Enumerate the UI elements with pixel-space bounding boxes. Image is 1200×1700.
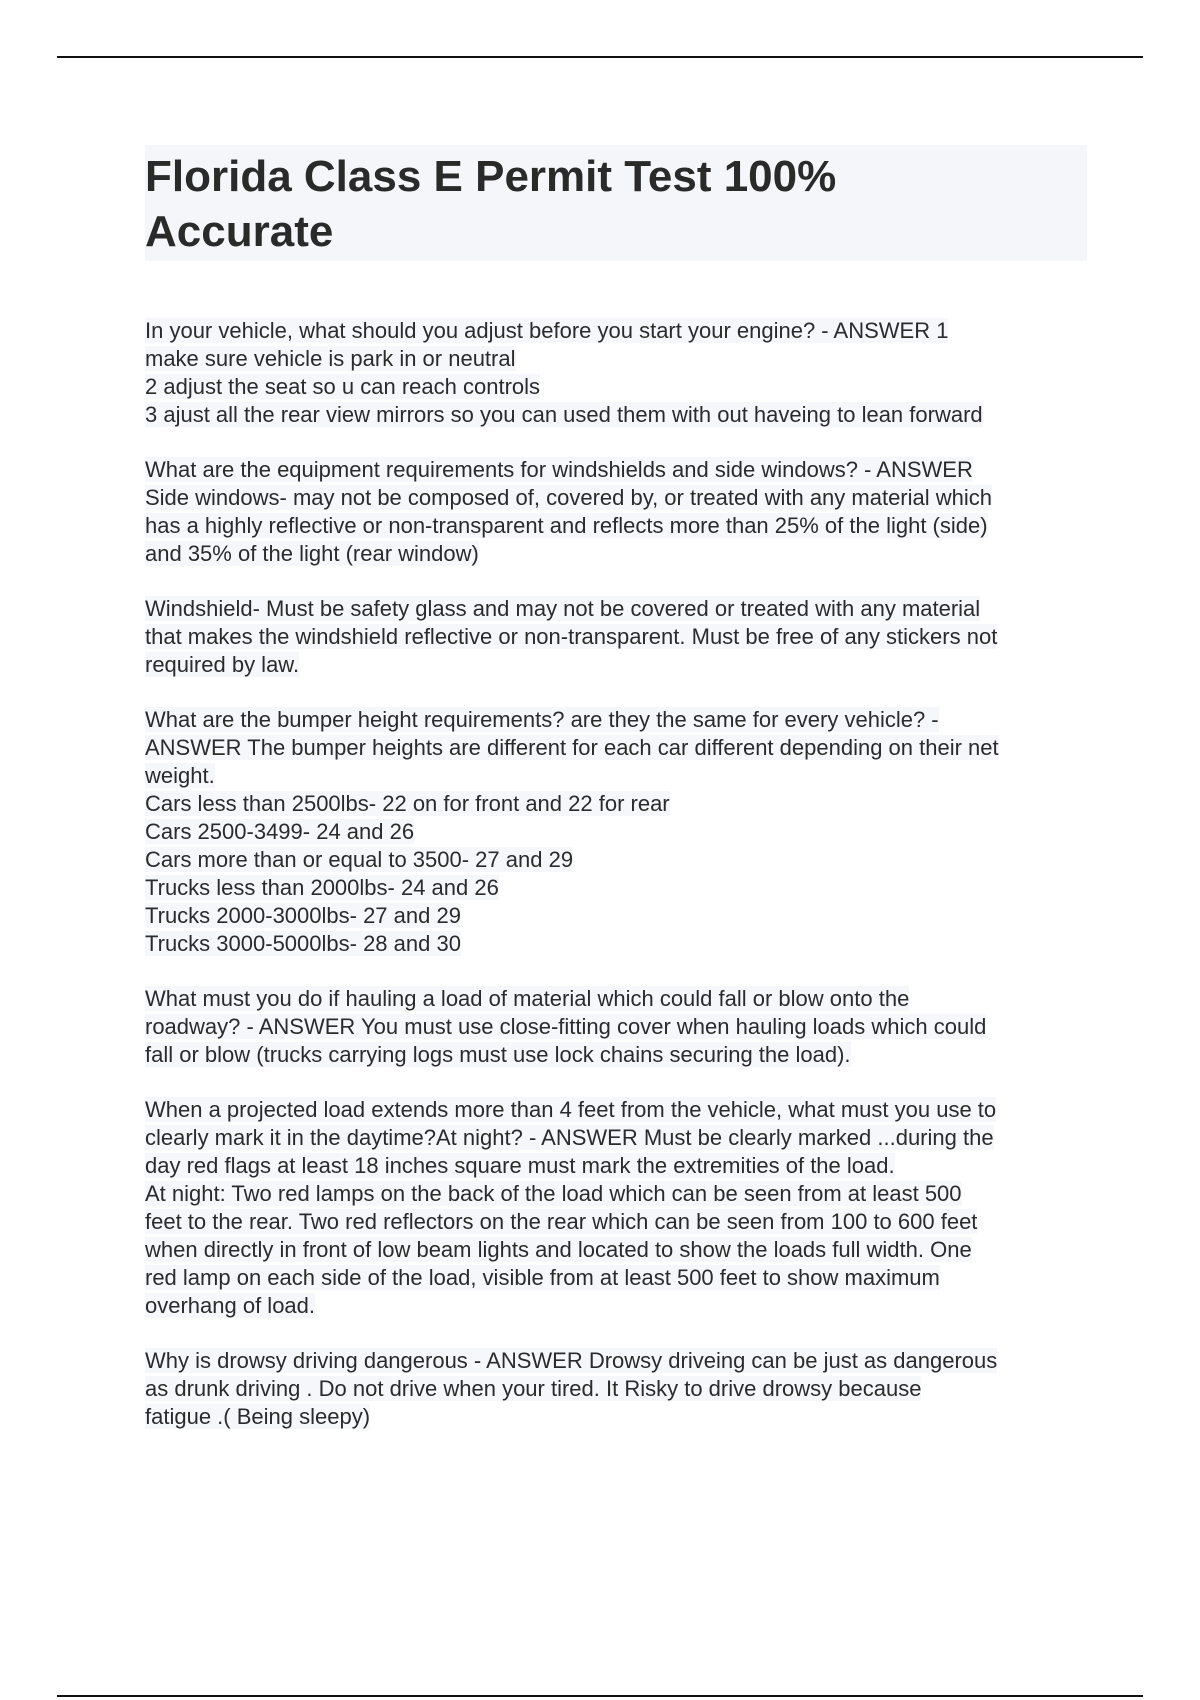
- text-line-content: In your vehicle, what should you adjust before you start your engine? - ANSWER 1: [145, 318, 949, 343]
- text-line-content: that makes the windshield reflective or non-transparent. Must be free of any stickers not: [145, 624, 998, 649]
- title-line: Florida Class E Permit Test 100%: [145, 152, 837, 201]
- text-line-content: Why is drowsy driving dangerous - ANSWER Drowsy driveing can be just as dangerous: [145, 1348, 998, 1373]
- text-line: [145, 734, 1087, 762]
- text-line: [145, 623, 1087, 651]
- text-line: [145, 1208, 1087, 1236]
- text-line: [145, 1403, 1087, 1431]
- text-line-content: Trucks 3000-5000lbs- 28 and 30: [145, 931, 461, 956]
- text-line-content: has a highly reflective or non-transparent and reflects more than 25% of the light (side): [145, 513, 988, 538]
- text-line-content: Cars more than or equal to 3500- 27 and 29: [145, 847, 574, 872]
- text-line-content: red lamp on each side of the load, visible from at least 500 feet to show maximum: [145, 1265, 940, 1290]
- text-line: [145, 540, 1087, 568]
- text-line-content: when directly in front of low beam lights and located to show the loads full width. One: [145, 1237, 972, 1262]
- text-line: [145, 595, 1087, 623]
- text-line-content: weight.: [145, 763, 215, 788]
- text-line-content: required by law.: [145, 652, 300, 677]
- text-line: [145, 1375, 1087, 1403]
- text-line: [145, 1124, 1087, 1152]
- text-line-content: make sure vehicle is park in or neutral: [145, 346, 516, 371]
- text-line-content: Trucks less than 2000lbs- 24 and 26: [145, 875, 499, 900]
- text-line-content: Windshield- Must be safety glass and may not be covered or treated with any material: [145, 596, 981, 621]
- text-line: [145, 456, 1087, 484]
- text-line: [145, 1180, 1087, 1208]
- top-rule: [57, 56, 1143, 58]
- title-block: [145, 145, 1087, 261]
- text-line-content: Trucks 2000-3000lbs- 27 and 29: [145, 903, 461, 928]
- qa-entry: [145, 456, 1087, 568]
- text-line: [145, 1041, 1087, 1069]
- text-line-content: What must you do if hauling a load of material which could fall or blow onto the: [145, 986, 910, 1011]
- text-line-content: Cars less than 2500lbs- 22 on for front and 22 for rear: [145, 791, 670, 816]
- qa-entry: [145, 595, 1087, 679]
- text-line-content: What are the bumper height requirements? are they the same for every vehicle? -: [145, 707, 939, 732]
- text-line-content: What are the equipment requirements for windshields and side windows? - ANSWER: [145, 457, 973, 482]
- qa-list: [145, 317, 1087, 1431]
- text-line-content: feet to the rear. Two red reflectors on the rear which can be seen from 100 to 600 feet: [145, 1209, 978, 1234]
- text-line-content: Side windows- may not be composed of, covered by, or treated with any material which: [145, 485, 992, 510]
- text-line-content: overhang of load.: [145, 1293, 316, 1318]
- text-line-content: Cars 2500-3499- 24 and 26: [145, 819, 415, 844]
- text-line-content: At night: Two red lamps on the back of the load which can be seen from at least 500: [145, 1181, 962, 1206]
- text-line: [145, 985, 1087, 1013]
- page-title: [145, 149, 1087, 259]
- text-line: [145, 651, 1087, 679]
- text-line-content: When a projected load extends more than 4 feet from the vehicle, what must you use to: [145, 1097, 997, 1122]
- text-line: [145, 401, 1087, 429]
- text-line: [145, 1096, 1087, 1124]
- text-line-content: fatigue .( Being sleepy): [145, 1404, 371, 1429]
- text-line: [145, 512, 1087, 540]
- text-line: [145, 902, 1087, 930]
- bottom-rule: [57, 1695, 1143, 1697]
- qa-entry: [145, 985, 1087, 1069]
- qa-entry: [145, 1096, 1087, 1320]
- text-line-content: day red flags at least 18 inches square must mark the extremities of the load.: [145, 1153, 895, 1178]
- text-line: [145, 484, 1087, 512]
- text-line: [145, 1013, 1087, 1041]
- text-line-content: 2 adjust the seat so u can reach controls: [145, 374, 541, 399]
- text-line: [145, 373, 1087, 401]
- text-line: [145, 762, 1087, 790]
- qa-entry: [145, 706, 1087, 958]
- text-line: [145, 874, 1087, 902]
- document-body: [145, 145, 1087, 1458]
- text-line: [145, 1264, 1087, 1292]
- text-line: [145, 1236, 1087, 1264]
- text-line-content: as drunk driving . Do not drive when your tired. It Risky to drive drowsy because: [145, 1376, 922, 1401]
- title-line: Accurate: [145, 207, 334, 256]
- text-line-content: and 35% of the light (rear window): [145, 541, 479, 566]
- text-line-content: 3 ajust all the rear view mirrors so you can used them with out haveing to lean forward: [145, 402, 983, 427]
- text-line: [145, 818, 1087, 846]
- text-line-content: fall or blow (trucks carrying logs must use lock chains securing the load).: [145, 1042, 851, 1067]
- text-line: [145, 345, 1087, 373]
- qa-entry: [145, 317, 1087, 429]
- text-line: [145, 846, 1087, 874]
- qa-entry: [145, 1347, 1087, 1431]
- text-line: [145, 1347, 1087, 1375]
- text-line: [145, 930, 1087, 958]
- text-line-content: ANSWER The bumper heights are different for each car different depending on their net: [145, 735, 999, 760]
- text-line-content: roadway? - ANSWER You must use close-fitting cover when hauling loads which could: [145, 1014, 987, 1039]
- text-line: [145, 1152, 1087, 1180]
- text-line: [145, 790, 1087, 818]
- text-line: [145, 317, 1087, 345]
- text-line-content: clearly mark it in the daytime?At night? - ANSWER Must be clearly marked ...during the: [145, 1125, 994, 1150]
- text-line: [145, 706, 1087, 734]
- text-line: [145, 1292, 1087, 1320]
